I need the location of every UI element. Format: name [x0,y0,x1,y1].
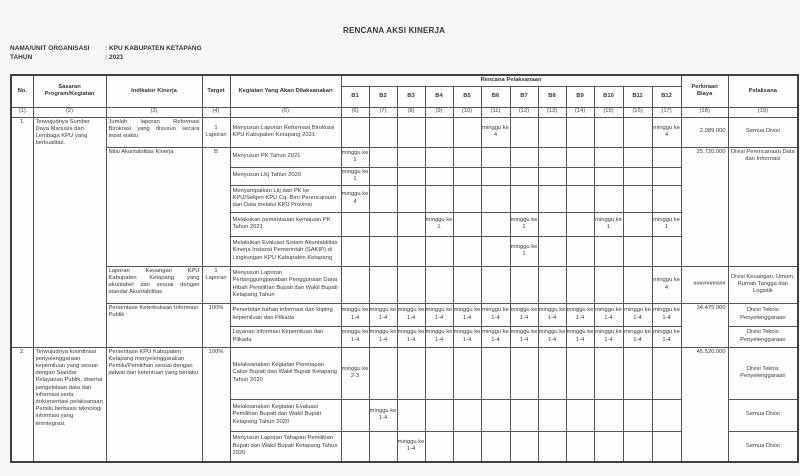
col-num-11: (11) [481,107,510,117]
indikator-1-4: Persentase Keterbukaan Informasi Publik [106,303,202,347]
plan-r14-b11 [623,185,652,212]
plan-r19-b4: minggu ke 1-4 [425,326,453,347]
table-row [11,117,798,147]
plan-r22-b2: minggu ke 1-4 [369,399,397,431]
plan-r11-b11 [623,117,652,147]
plan-r15-b12: minggu ke 1 [652,212,681,236]
plan-r11-b1 [341,117,369,147]
plan-r19-b9: minggu ke 1-4 [566,326,594,347]
col-num-10: (10) [453,107,481,117]
col-num-13: (13) [538,107,566,117]
plan-r16-b8 [538,236,566,266]
plan-r22-b7 [510,399,538,431]
col-header-sasaran: Sasaran Program/Kegiatan [33,75,106,107]
sasaran-1: Terwujudnya Sumber Daya Manusia dan Lembaga KPU yang berkualitas. [33,117,106,347]
col-num-18: (18) [681,107,728,117]
plan-r15-b3 [397,212,425,236]
plan-r15-b7: minggu ke 1 [510,212,538,236]
col-num-4: (4) [202,107,230,117]
plan-r18-b5: minggu ke 1-4 [453,303,481,326]
plan-r17-b7 [510,266,538,303]
plan-r22-b6 [481,399,510,431]
kegiatan-r17: Menyusun Laporan Pertanggungjawaban Penggunaan Dana Hibah Pemilihan Bupati dan Wakil Bupati Ketapang Tahun [230,266,341,303]
plan-r23-b5 [453,431,481,462]
kegiatan-r18: Penerbitan bahan informasi dan kliping kepemiluan dan Pilkada [230,303,341,326]
plan-r21-b2 [369,347,397,399]
plan-r18-b10: minggu ke 1-4 [594,303,623,326]
plan-r21-b1: minggu ke 2-3 [341,347,369,399]
plan-r19-b8: minggu ke 1-4 [538,326,566,347]
plan-r23-b6 [481,431,510,462]
biaya-r17: ########## [681,266,728,303]
col-header-b11: B11 [623,86,652,107]
indikator-1-2: Nilai Akuntabilitas Kinerja [106,147,202,266]
kegiatan-r12: Menyusun PK Tahun 2021 [230,147,341,167]
document-meta [10,44,202,62]
kegiatan-r22: Melaksanakan Kegiatan Evaluasi Pemilihan Bupati dan Wakil Bupati Ketapang Tahun 2020 [230,399,341,431]
plan-r19-b2: minggu ke 1-4 [369,326,397,347]
year-value: : 2021 [105,54,124,61]
plan-r13-b1: minggu ke 1 [341,167,369,185]
kegiatan-r14: Menyampaikan Lkj dan PK ke KPU/Sekjen KPU Cq. Biro Perencanaan dan Data melalui KPU Provinsi [230,185,341,212]
kegiatan-r19: Layanan informasi Kepemiluan dan Pilkada [230,326,341,347]
plan-r23-b12 [652,431,681,462]
plan-r17-b10 [594,266,623,303]
plan-r15-b4: minggu ke 1 [425,212,453,236]
plan-r18-b2: minggu ke 1-4 [369,303,397,326]
plan-r16-b5 [453,236,481,266]
col-num-14: (14) [566,107,594,117]
row-no-1: 1. [11,117,33,347]
plan-r19-b3: minggu ke 1-4 [397,326,425,347]
action-plan-table [10,74,799,463]
col-num-15: (15) [594,107,623,117]
col-header-b12: B12 [652,86,681,107]
kegiatan-r21: Melaksanakan Kegiatan Penetapan Calon Bupati dan Wakil Bupati Ketapang Tahun 2020 [230,347,341,399]
plan-r19-b7: minggu ke 1-4 [510,326,538,347]
plan-r23-b3: minggu ke 1-4 [397,431,425,462]
kegiatan-r11: Menyusun Laporan Reformasi Birokrasi KPU Kabupaten Ketapang 2021 [230,117,341,147]
plan-r12-b9 [566,147,594,167]
col-header-b2: B2 [369,86,397,107]
plan-r17-b12: minggu ke 4 [652,266,681,303]
org-value: : KPU KABUPATEN KETAPANG [105,45,202,52]
plan-r11-b4 [425,117,453,147]
plan-r11-b10 [594,117,623,147]
plan-r14-b3 [397,185,425,212]
pelaksana-r17: Divisi Keuangan, Umum, Rumah Tangga dan Logistik [728,266,798,303]
plan-r16-b9 [566,236,594,266]
plan-r13-b6 [481,167,510,185]
plan-r21-b5 [453,347,481,399]
col-header-b5: B5 [453,86,481,107]
col-header-b8: B8 [538,86,566,107]
col-header-b9: B9 [566,86,594,107]
table-row [11,303,798,326]
plan-r19-b1: minggu ke 1-4 [341,326,369,347]
col-header-pelaksana: Pelaksana [728,75,798,107]
plan-r23-b11 [623,431,652,462]
plan-r21-b7 [510,347,538,399]
plan-r21-b11 [623,347,652,399]
plan-r22-b9 [566,399,594,431]
plan-r17-b5 [453,266,481,303]
target-1-4: 100% [202,303,230,347]
plan-r16-b12 [652,236,681,266]
pelaksana-r12: Divisi Perencanaan Data dan Informasi [728,147,798,266]
pelaksana-r11: Semua Divisi [728,117,798,147]
plan-r23-b2 [369,431,397,462]
biaya-r12: 25.720.000 [681,147,728,266]
kegiatan-r15: Melakukan pemantauan kemajuan PK Tahun 2021 [230,212,341,236]
plan-r11-b2 [369,117,397,147]
target-1-1: 1 Laporan [202,117,230,147]
plan-r12-b2 [369,147,397,167]
col-header-b10: B10 [594,86,623,107]
plan-r21-b3 [397,347,425,399]
plan-r12-b12 [652,147,681,167]
plan-r16-b7: minggu ke 1 [510,236,538,266]
col-num-6: (6) [341,107,369,117]
plan-r12-b11 [623,147,652,167]
plan-r11-b7 [510,117,538,147]
plan-r14-b8 [538,185,566,212]
plan-r18-b7: minggu ke 1-4 [510,303,538,326]
plan-r12-b6 [481,147,510,167]
plan-r12-b3 [397,147,425,167]
plan-r12-b5 [453,147,481,167]
plan-r15-b6 [481,212,510,236]
plan-r13-b11 [623,167,652,185]
plan-r16-b3 [397,236,425,266]
plan-r12-b8 [538,147,566,167]
plan-r19-b5: minggu ke 1-4 [453,326,481,347]
plan-r18-b6: minggu ke 1-4 [481,303,510,326]
plan-r15-b9 [566,212,594,236]
plan-r15-b10: minggu ke 1 [594,212,623,236]
plan-r21-b12 [652,347,681,399]
indikator-2-1: Persentase KPU Kabupaten Ketapang menyelenggarakan Pemilu/Pemilihan sesuai dengan jadwal dan ketentuan yang berlaku [106,347,202,462]
plan-r13-b4 [425,167,453,185]
plan-r19-b11: minggu ke 1-4 [623,326,652,347]
plan-r17-b1 [341,266,369,303]
indikator-1-1: Jumlah laporan Reformasi Birokrasi yang disusun secara tepat waktu [106,117,202,147]
plan-r18-b11: minggu ke 1-4 [623,303,652,326]
col-header-rencana: Rencana Pelaksanaan [341,75,681,86]
plan-r17-b2 [369,266,397,303]
plan-r17-b11 [623,266,652,303]
plan-r17-b4 [425,266,453,303]
plan-r12-b10 [594,147,623,167]
sasaran-2: Terwujudnya koordinasi penyelenggaraan kepemiluan yang sesuai dengan Standar Pelayanan Publik, disertai pengelolaan data dan informasi serta dokumentasi pelaksanaan Pemilu berbasis teknologi informasi yang terintegrasi. [33,347,106,462]
plan-r22-b12 [652,399,681,431]
plan-r22-b5 [453,399,481,431]
pelaksana-r21: Divisi Teknis Penyelenggaraan [728,347,798,399]
plan-r13-b10 [594,167,623,185]
plan-r14-b2 [369,185,397,212]
plan-r16-b1 [341,236,369,266]
col-header-biaya: Perkiraan Biaya [681,75,728,107]
plan-r14-b6 [481,185,510,212]
plan-r14-b9 [566,185,594,212]
plan-r21-b9 [566,347,594,399]
plan-r19-b6: minggu ke 1-4 [481,326,510,347]
col-num-17: (17) [652,107,681,117]
plan-r12-b1: minggu ke 1 [341,147,369,167]
col-header-kegiatan: Kegiatan Yang Akan Dilaksanakan [230,75,341,107]
plan-r13-b7 [510,167,538,185]
plan-r12-b7 [510,147,538,167]
plan-r11-b6: minggu ke 4 [481,117,510,147]
row-no-2: 2. [11,347,33,462]
plan-r15-b8 [538,212,566,236]
plan-r11-b12: minggu ke 4 [652,117,681,147]
col-num-12: (12) [510,107,538,117]
col-num-16: (16) [623,107,652,117]
pelaksana-r19: Divisi Teknis Penyelenggaraan [728,326,798,347]
biaya-r11: 2.089.000 [681,117,728,147]
col-header-indikator: Indikator Kinerja [106,75,202,107]
pelaksana-r23: Semua Divisi [728,431,798,462]
target-1-2: B [202,147,230,266]
plan-r13-b2 [369,167,397,185]
plan-r18-b12: minggu ke 1-4 [652,303,681,326]
pelaksana-r22: Semua Divisi [728,399,798,431]
plan-r21-b10 [594,347,623,399]
plan-r23-b10 [594,431,623,462]
indikator-1-3: Laporan Keuangan KPU Kabupaten Ketapang yang akuntabel dan sesuai dengan standar Akuntabilitas [106,266,202,303]
org-label: NAMA/UNIT ORGANISASI [10,45,90,52]
col-num-3: (3) [106,107,202,117]
col-header-b4: B4 [425,86,453,107]
plan-r15-b1 [341,212,369,236]
col-header-b3: B3 [397,86,425,107]
plan-r11-b5 [453,117,481,147]
col-num-7: (7) [369,107,397,117]
table-row [11,147,798,167]
col-header-b1: B1 [341,86,369,107]
plan-r23-b4 [425,431,453,462]
plan-r22-b11 [623,399,652,431]
plan-r23-b7 [510,431,538,462]
col-num-1: (1) [11,107,33,117]
plan-r12-b4 [425,147,453,167]
plan-r22-b4 [425,399,453,431]
plan-r13-b5 [453,167,481,185]
plan-r16-b11 [623,236,652,266]
plan-r16-b4 [425,236,453,266]
col-num-8: (8) [397,107,425,117]
pelaksana-r18: Divisi Teknis Penyelenggaraan [728,303,798,326]
plan-r22-b8 [538,399,566,431]
plan-r13-b3 [397,167,425,185]
col-header-b6: B6 [481,86,510,107]
plan-r22-b10 [594,399,623,431]
plan-r22-b3 [397,399,425,431]
plan-r17-b9 [566,266,594,303]
plan-r18-b8: minggu ke 1-4 [538,303,566,326]
col-header-target: Target [202,75,230,107]
table-row [11,347,798,399]
plan-r16-b2 [369,236,397,266]
plan-r18-b3: minggu ke 1-4 [397,303,425,326]
plan-r11-b3 [397,117,425,147]
plan-r16-b10 [594,236,623,266]
table-row [11,266,798,303]
col-num-2: (2) [33,107,106,117]
plan-r16-b6 [481,236,510,266]
plan-r19-b12: minggu ke 1-4 [652,326,681,347]
plan-r11-b9 [566,117,594,147]
plan-r14-b7 [510,185,538,212]
plan-r23-b8 [538,431,566,462]
plan-r15-b5 [453,212,481,236]
biaya-r18: 34.475.000 [681,303,728,347]
plan-r14-b4 [425,185,453,212]
plan-r21-b4 [425,347,453,399]
plan-r23-b9 [566,431,594,462]
plan-r17-b8 [538,266,566,303]
plan-r13-b8 [538,167,566,185]
plan-r19-b10: minggu ke 1-4 [594,326,623,347]
plan-r14-b10 [594,185,623,212]
plan-r13-b12 [652,167,681,185]
target-1-3: 1 Laporan [202,266,230,303]
col-header-no: No. [11,75,33,107]
plan-r14-b5 [453,185,481,212]
plan-r21-b8 [538,347,566,399]
plan-r18-b4: minggu ke 1-4 [425,303,453,326]
plan-r17-b6 [481,266,510,303]
kegiatan-r23: Menyusun Laporan Tahapan Pemilihan Bupati dan Wakil Bupati Ketapang Tahun 2020 [230,431,341,462]
col-num-5: (5) [230,107,341,117]
plan-r18-b1: minggu ke 1-4 [341,303,369,326]
kegiatan-r13: Menyusun LKj Tahun 2020 [230,167,341,185]
plan-r11-b8 [538,117,566,147]
plan-r21-b6 [481,347,510,399]
plan-r14-b12 [652,185,681,212]
plan-r13-b9 [566,167,594,185]
year-label: TAHUN [10,54,33,61]
col-num-9: (9) [425,107,453,117]
kegiatan-r16: Melakukan Evaluasi Sistem Akuntabilitas Kinerja Instansi Pemerintah (SAKIP) di Lingkungan KPU Kabupaten Ketapang [230,236,341,266]
plan-r22-b1 [341,399,369,431]
page-title: RENCANA AKSI KINERJA [343,26,446,35]
plan-r23-b1 [341,431,369,462]
biaya-r21: 45.520.000 [681,347,728,462]
target-2-1: 100% [202,347,230,462]
plan-r18-b9: minggu ke 1-4 [566,303,594,326]
plan-r15-b11 [623,212,652,236]
col-header-b7: B7 [510,86,538,107]
plan-r15-b2 [369,212,397,236]
col-num-19: (19) [728,107,798,117]
plan-r14-b1: minggu ke 4 [341,185,369,212]
plan-r17-b3 [397,266,425,303]
